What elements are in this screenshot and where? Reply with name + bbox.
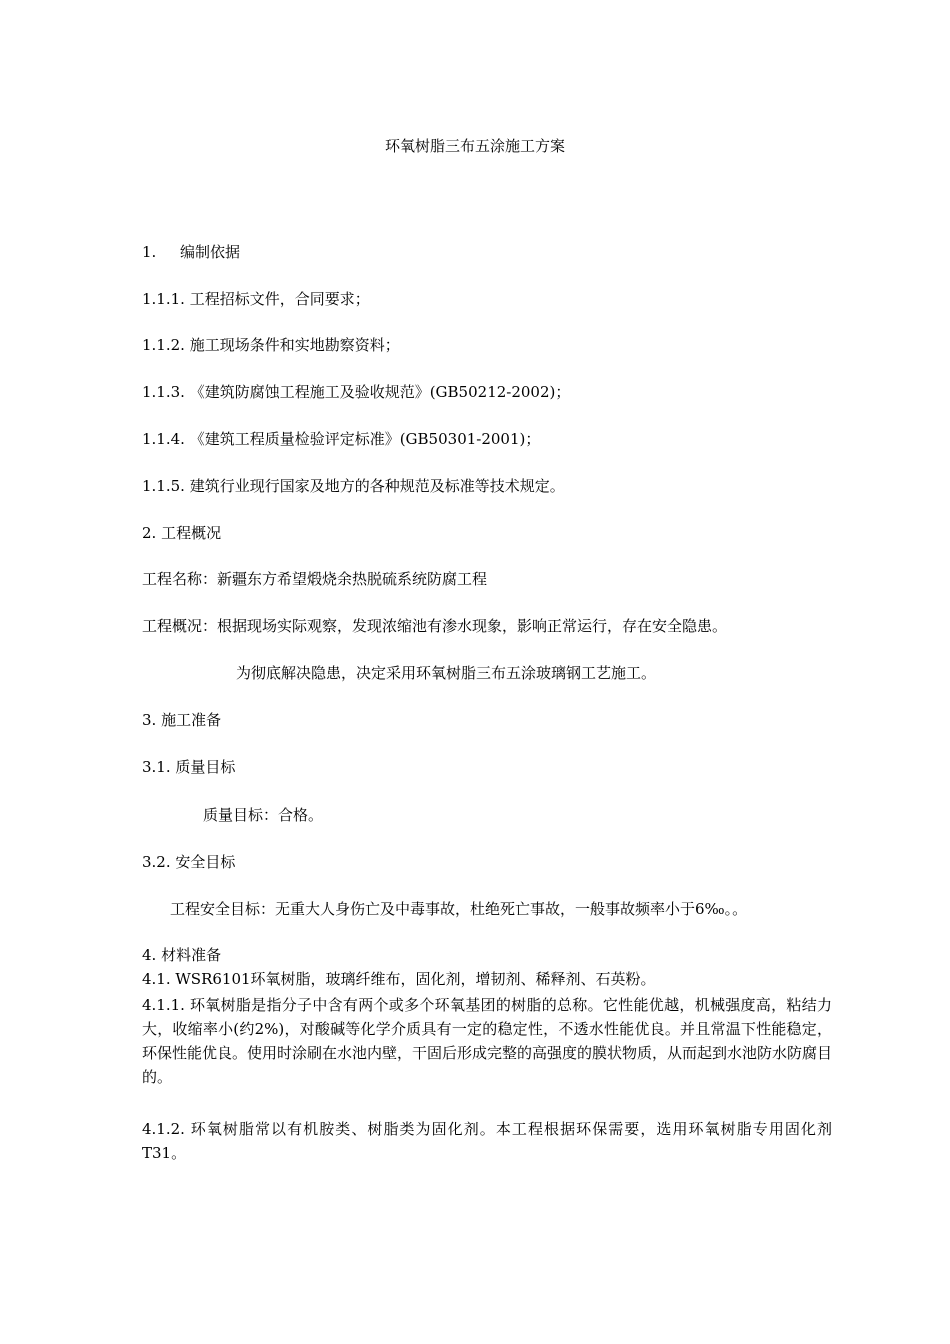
section-3-heading: 3. 施工准备 xyxy=(142,711,222,729)
section-1-number: 1. xyxy=(142,243,157,261)
project-overview: 工程概况：根据现场实际观察，发现浓缩池有渗水现象，影响正常运行，存在安全隐患。 xyxy=(142,617,728,635)
quality-target-heading: 3.1. 质量目标 xyxy=(142,758,236,776)
curing-agent-description: 4.1.2. 环氧树脂常以有机胺类、树脂类为固化剂。本工程根据环保需要，选用环氧树脂专用固化剂T31。 xyxy=(142,1120,832,1162)
epoxy-description: 4.1.1. 环氧树脂是指分子中含有两个或多个环氧基团的树脂的总称。它性能优越，机械强度高，粘结力大，收缩率小(约2%)，对酸碱等化学介质具有一定的稳定性，不透水性能优良。并且常温下性能稳定，环保性能优良。使用时涂刷在水池内壁，干固后形成完整的高强度的膜状物质，从而起到水池防水防腐目的。 xyxy=(142,996,833,1086)
materials-list: 4.1. WSR6101环氧树脂，玻璃纤维布，固化剂，增韧剂、稀释剂、石英粉。 xyxy=(142,970,656,988)
basis-item-4: 1.1.4. 《建筑工程质量检验评定标准》(GB50301-2001)； xyxy=(142,430,541,448)
basis-item-1: 1.1.1. 工程招标文件，合同要求； xyxy=(142,290,370,308)
basis-item-5: 1.1.5. 建筑行业现行国家及地方的各种规范及标准等技术规定。 xyxy=(142,477,565,495)
project-overview-continued: 为彻底解决隐患，决定采用环氧树脂三布五涂玻璃钢工艺施工。 xyxy=(236,664,657,682)
section-2-heading: 2. 工程概况 xyxy=(142,524,222,542)
project-name: 工程名称：新疆东方希望煅烧余热脱硫系统防腐工程 xyxy=(142,570,488,588)
document-title: 环氧树脂三布五涂施工方案 xyxy=(384,137,565,155)
quality-target-text: 质量目标：合格。 xyxy=(203,806,324,824)
section-4-heading: 4. 材料准备 xyxy=(142,946,222,964)
safety-target-text: 工程安全目标：无重大人身伤亡及中毒事故，杜绝死亡事故，一般事故频率小于6‰。。 xyxy=(170,900,748,918)
section-1-title: 编制依据 xyxy=(180,243,241,261)
safety-target-heading: 3.2. 安全目标 xyxy=(142,853,236,871)
section-1-heading xyxy=(142,242,240,262)
basis-item-3: 1.1.3. 《建筑防腐蚀工程施工及验收规范》(GB50212-2002)； xyxy=(142,383,571,401)
basis-item-2: 1.1.2. 施工现场条件和实地勘察资料； xyxy=(142,336,400,354)
